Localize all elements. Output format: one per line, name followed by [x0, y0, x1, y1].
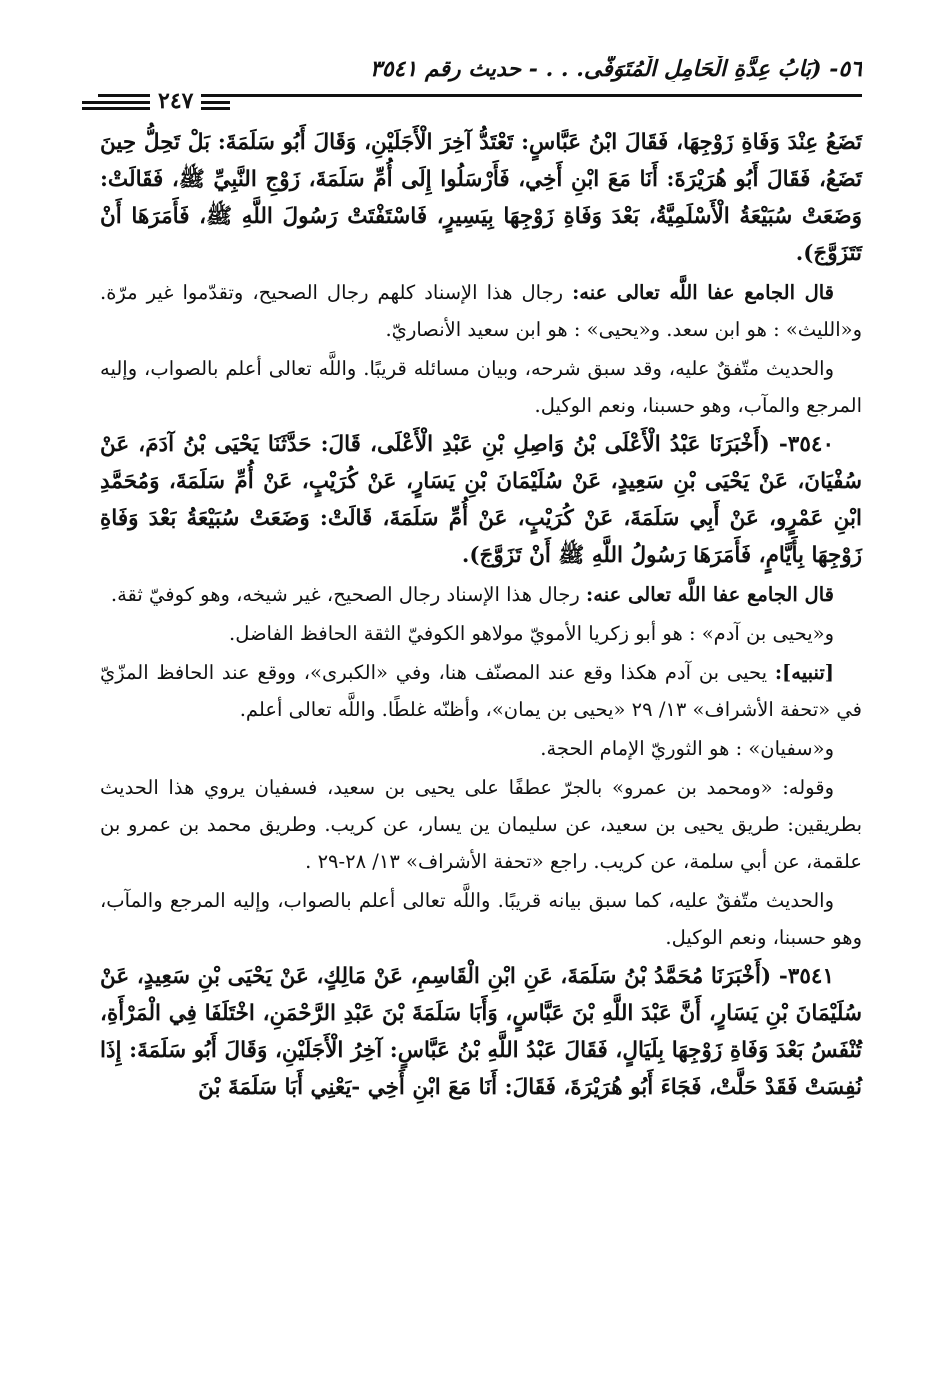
commentary-label: قال الجامع عفا اللَّه تعالى عنه:: [586, 583, 834, 606]
note-paragraph: [100, 654, 862, 728]
hadith-text-continuation: [100, 124, 862, 272]
commentary-text: وقوله: «ومحمد بن عمرو» بالجرّ عطفًا على يحيى بن سعيد، فسفيان يروي هذا الحديث بطريقين: طريق يحيى بن سعيد، عن سليمان ين يسار، عن كريب. وطريق محمد بن عمرو بن علقمة، عن أبي سلمة، عن كريب. راجع «تحفة الأشراف» ١٣/ ٢٨-٢٩ .: [100, 776, 862, 873]
page-body: [100, 124, 862, 1108]
commentary-label: قال الجامع عفا اللَّه تعالى عنه:: [572, 281, 834, 304]
commentary-paragraph: [100, 882, 862, 956]
commentary-text: والحديث متّفقٌ عليه، كما سبق بيانه قريبًا. واللَّه تعالى أعلم بالصواب، وإليه المرجع والمآب، وهو حسبنا، ونعم الوكيل.: [100, 889, 862, 949]
commentary-text: رجال هذا الإسناد كلهم رجال الصحيح، وتقدّموا غير مرّة. و«الليث» : هو ابن سعد. و«يحيى» : هو ابن سعيد الأنصاريّ.: [100, 281, 862, 341]
note-text: يحيى بن آدم هكذا وقع عند المصنّف هنا، وفي «الكبرى»، ووقع عند الحافظ المزّيّ في «تحفة الأشراف» ١٣/ ٢٩ «يحيى بن يمان»، وأظنّه غلطًا. واللَّه تعالى أعلم.: [100, 661, 862, 721]
commentary-paragraph: [100, 769, 862, 880]
commentary-text: و«سفيان» : هو الثوريّ الإمام الحجة.: [540, 737, 834, 760]
commentary-paragraph: [100, 576, 862, 613]
commentary-paragraph: [100, 350, 862, 424]
commentary-text: و«يحيى بن آدم» : هو أبو زكريا الأمويّ مولاهو الكوفيّ الثقة الحافظ الفاضل.: [229, 622, 834, 645]
hadith-body: ٣٥٤٠- (أَخْبَرَنَا عَبْدُ الْأَعْلَى بْنُ وَاصِلِ بْنِ عَبْدِ الْأَعْلَى، قَالَ: حَدَّثَنَا يَحْيَى بْنُ آدَمَ، عَنْ سُفْيَانَ، عَنْ يَحْيَى بْنِ سَعِيدٍ، عَنْ سُلَيْمَانَ بْنِ يَسَارٍ، عَنْ كُرَيْبٍ، عَنْ أُمِّ سَلَمَةَ، وَمُحَمَّدِ ابْنِ عَمْرٍو، عَنْ أَبِي سَلَمَةَ، عَنْ كُرَيْبٍ، عَنْ أُمِّ سَلَمَةَ، قَالَتْ: وَضَعَتْ سُبَيْعَةُ بَعْدَ وَفَاةِ زَوْجِهَا بِأَيَّامٍ، فَأَمَرَهَا رَسُولُ اللَّهِ ﷺ أَنْ تَزَوَّجَ).: [100, 432, 862, 568]
commentary-paragraph: [100, 615, 862, 652]
header-rule: [98, 94, 862, 97]
note-label: [تنبيه]:: [774, 661, 834, 684]
page-number: ٢٤٧: [150, 88, 201, 114]
running-header: ٥٦- (بَابُ عِدَّةِ الْحَامِلِ الْمُتَوَفَّى. . . - حديث رقم ٣٥٤١: [369, 56, 862, 82]
commentary-paragraph: [100, 274, 862, 348]
hadith-body: تَضَعُ عِنْدَ وَفَاةِ زَوْجِهَا، فَقَالَ ابْنُ عَبَّاسٍ: تَعْتَدُّ آخِرَ الْأَجَلَيْنِ، وَقَالَ أَبُو سَلَمَةَ: بَلْ تَحِلُّ حِينَ تَضَعُ، فَقَالَ أَبُو هُرَيْرَةَ: أَنَا مَعَ ابْنِ أَخِي، فَأَرْسَلُوا إِلَى أُمِّ سَلَمَةَ، زَوْجِ النَّبِيِّ ﷺ، فَقَالَتْ: وَضَعَتْ سُبَيْعَةُ الْأَسْلَمِيَّةُ، بَعْدَ وَفَاةِ زَوْجِهَا بِيَسِيرٍ، فَاسْتَفْتَتْ رَسُولَ اللَّهِ ﷺ، فَأَمَرَهَا أَنْ تَتَزَوَّجَ).: [100, 130, 862, 266]
commentary-text: والحديث متّفقٌ عليه، وقد سبق شرحه، وبيان مسائله قريبًا. واللَّه تعالى أعلم بالصواب، وإليه المرجع والمآب، وهو حسبنا، ونعم الوكيل.: [100, 357, 862, 417]
hadith-3540: [100, 426, 862, 574]
commentary-text: رجال هذا الإسناد رجال الصحيح، غير شيخه، وهو كوفيّ ثقة.: [110, 583, 580, 606]
hadith-3541: [100, 958, 862, 1106]
commentary-paragraph: [100, 730, 862, 767]
hadith-body: ٣٥٤١- (أَخْبَرَنَا مُحَمَّدُ بْنُ سَلَمَةَ، عَنِ ابْنِ الْقَاسِمِ، عَنْ مَالِكٍ، عَنْ يَحْيَى بْنِ سَعِيدٍ، عَنْ سُلَيْمَانَ بْنِ يَسَارٍ، أَنَّ عَبْدَ اللَّهِ بْنَ عَبَّاسٍ، وَأَبَا سَلَمَةَ بْنَ عَبْدِ الرَّحْمَنِ، اخْتَلَفَا فِي الْمَرْأَةِ، تُنْفَسُ بَعْدَ وَفَاةِ زَوْجِهَا بِلَيَالٍ، فَقَالَ عَبْدُ اللَّهِ بْنُ عَبَّاسٍ: آخِرُ الْأَجَلَيْنِ، وَقَالَ أَبُو سَلَمَةَ: إِذَا نُفِسَتْ فَقَدْ حَلَّتْ، فَجَاءَ أَبُو هُرَيْرَةَ، فَقَالَ: أَنَا مَعَ ابْنِ أَخِي -يَعْنِي أَبَا سَلَمَةَ بْنَ: [100, 964, 862, 1100]
